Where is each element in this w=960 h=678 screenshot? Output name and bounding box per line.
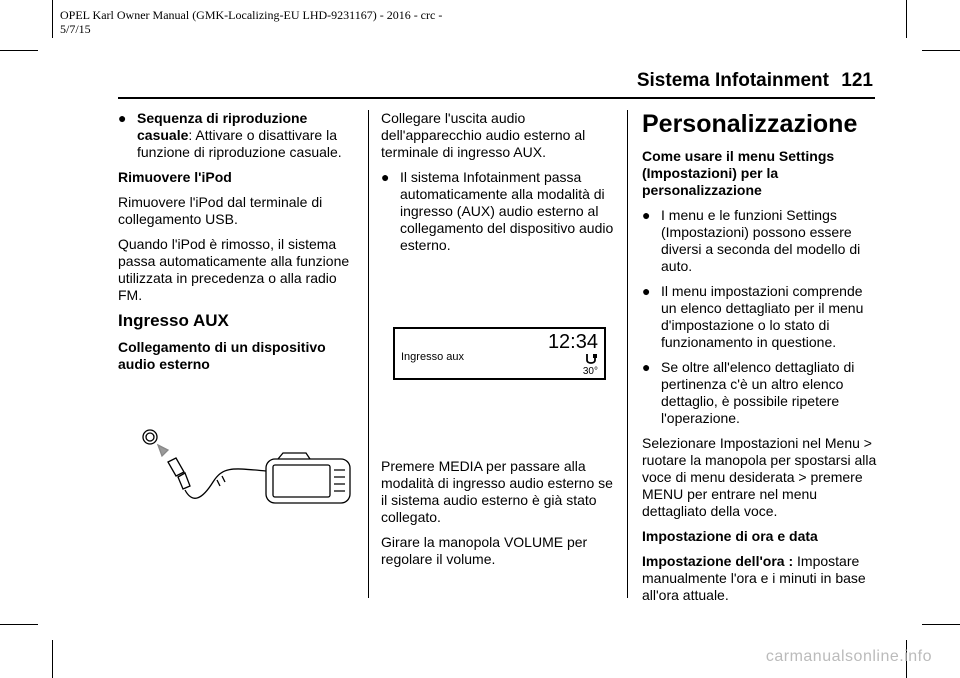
paragraph: Collegare l'uscita audio dell'apparecchio audio esterno al terminale di ingresso AUX. (381, 110, 586, 160)
crop-mark (52, 0, 53, 38)
column-2-lower (381, 458, 619, 576)
inline-text: Impostare manualmente l'ora e i minuti in base all'ora attuale. (642, 553, 866, 603)
subheading-remove-ipod: Rimuovere l'iPod (118, 169, 232, 185)
meta-line-2: 5/7/15 (60, 22, 91, 36)
column-1 (118, 110, 358, 381)
crop-mark (922, 624, 960, 625)
bullet-icon: ● (642, 359, 651, 375)
paragraph (642, 553, 880, 604)
column-divider (627, 110, 628, 598)
paragraph: Girare la manopola VOLUME per regolare il volume. (381, 534, 588, 567)
meta-line-1: OPEL Karl Owner Manual (GMK-Localizing-EU LHD-9231167) - 2016 - crc - (60, 8, 443, 22)
header-rule (118, 97, 875, 99)
bullet-text: : Attivare o disattivare la funzione di riproduzione casuale. (137, 127, 342, 160)
column-divider (368, 110, 369, 598)
crop-mark (0, 50, 38, 51)
paragraph: Rimuovere l'iPod dal terminale di collegamento USB. (118, 194, 323, 227)
list-item (381, 169, 619, 254)
paragraph: Selezionare Impostazioni nel Menu > ruotare la manopola per spostarsi alla voce di menu desiderata > premere MENU per entrare nel menu dettagliato della voce. (642, 435, 877, 519)
bullet-icon: ● (642, 283, 651, 299)
crop-mark (0, 624, 38, 625)
infotainment-display (393, 327, 606, 380)
inline-bold: Impostazione dell'ora : (642, 553, 794, 569)
display-mode-label: Ingresso aux (401, 351, 464, 363)
bullet-text: Il sistema Infotainment passa automaticamente alla modalità di ingresso (AUX) audio esterno al collegamento del dispositivo audio esterno. (400, 169, 614, 253)
bullet-bold: Sequenza di riproduzione casuale (137, 110, 308, 143)
bullet-icon: ● (118, 110, 127, 126)
subheading-time-date: Impostazione di ora e data (642, 528, 818, 544)
aux-cable-illustration (138, 420, 363, 520)
section-title: Sistema Infotainment (636, 70, 829, 91)
list-item (642, 207, 880, 275)
list-item (642, 283, 880, 351)
bullet-text: I menu e le funzioni Settings (Impostazioni) possono essere diversi a seconda del modello di auto. (661, 207, 861, 274)
watermark-footer: carmanualsonline.info (765, 648, 932, 665)
bullet-icon: ● (381, 169, 390, 185)
bullet-icon: ● (642, 207, 651, 223)
bullet-text: Il menu impostazioni comprende un elenco dettagliato per il menu d'impostazione o lo stato di funzionamento in questione. (661, 283, 864, 350)
display-clock: 12:34 (547, 331, 598, 353)
column-3 (642, 110, 880, 612)
crop-mark (52, 640, 53, 678)
subheading-connect-device: Collegamento di un dispositivo audio esterno (118, 339, 326, 372)
list-item (118, 110, 358, 161)
paragraph: Quando l'iPod è rimosso, il sistema passa automaticamente alla funzione utilizzata in precedenza o alla radio FM. (118, 236, 350, 303)
aux-plug-icon (585, 353, 597, 366)
paragraph: Premere MEDIA per passare alla modalità di ingresso audio esterno se il sistema audio esterno è già stato collegato. (381, 458, 613, 525)
column-2 (381, 110, 619, 262)
display-temperature: 30° (582, 366, 598, 377)
document-meta (60, 8, 442, 36)
subheading-settings-menu: Come usare il menu Settings (Impostazioni) per la personalizzazione (642, 148, 835, 198)
heading-aux-input: Ingresso AUX (118, 311, 229, 330)
heading-personalization: Personalizzazione (642, 110, 858, 138)
crop-mark (922, 50, 960, 51)
page-number: 121 (841, 70, 873, 91)
bullet-text: Se oltre all'elenco dettagliato di pertinenza c'è un altro elenco dettaglio, è possibile ripetere l'operazione. (661, 359, 855, 426)
list-item (642, 359, 880, 427)
crop-mark (906, 0, 907, 38)
